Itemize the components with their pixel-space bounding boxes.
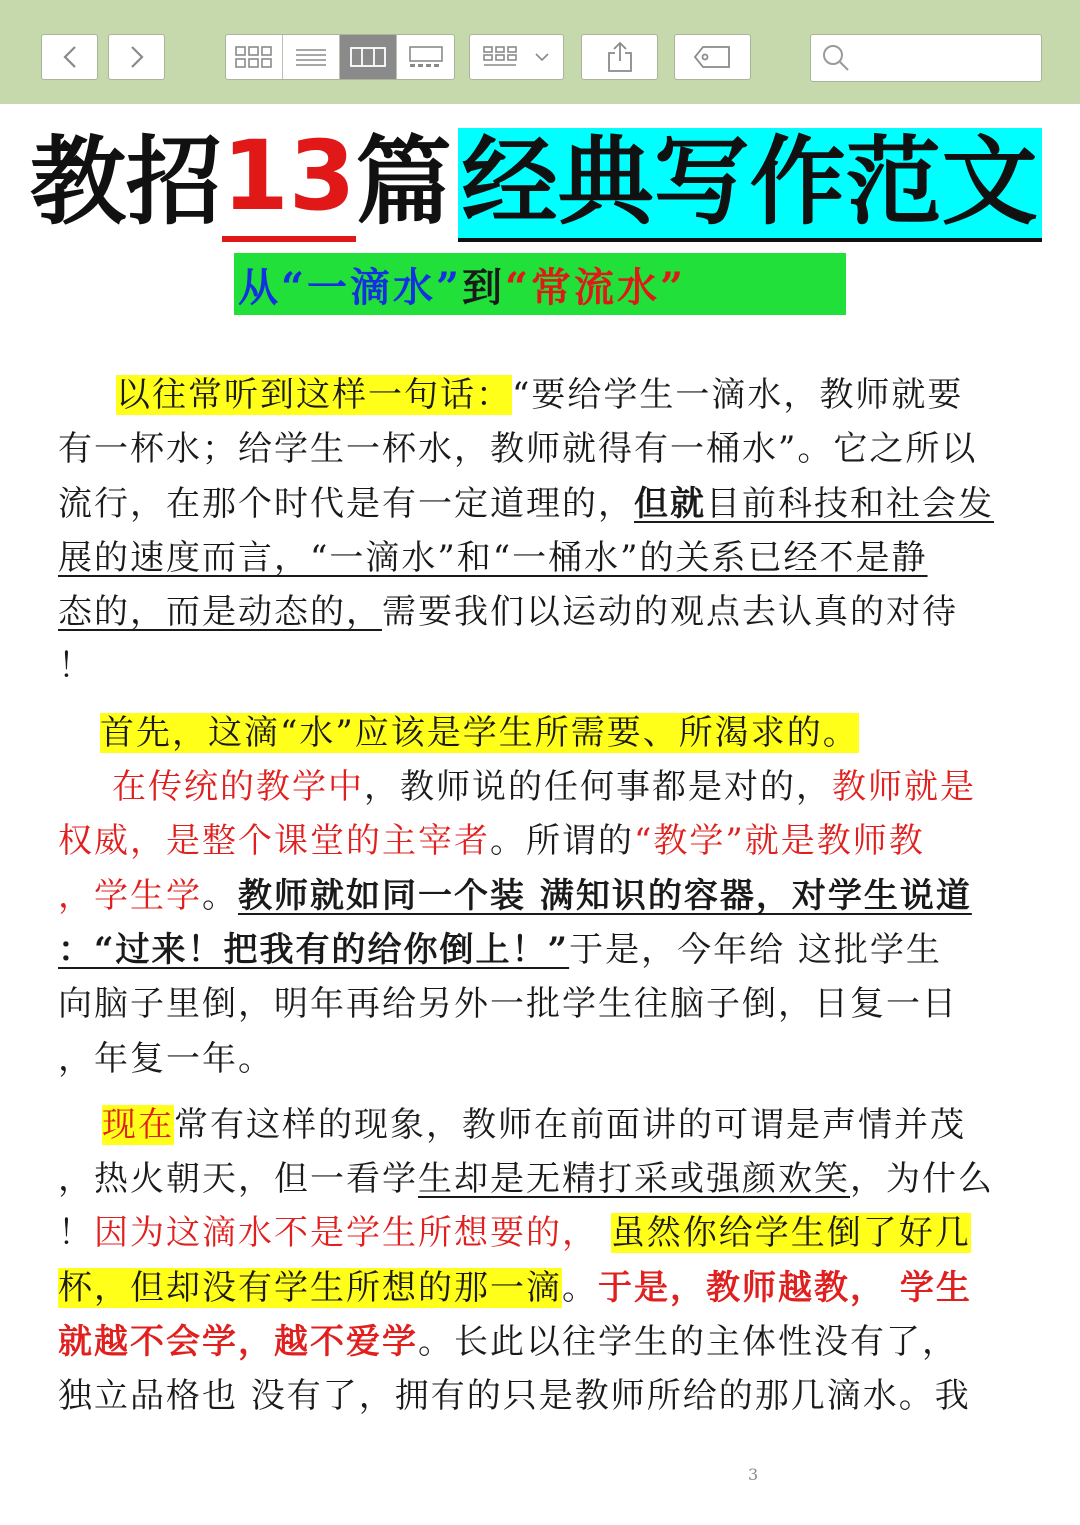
- text-line: [58, 368, 1030, 422]
- red-text: 权威，是整个课堂的主宰者: [58, 821, 490, 862]
- subtitle-part3: “常流水”: [505, 263, 687, 311]
- gallery-view-button[interactable]: [397, 35, 454, 79]
- underlined-text: 目前科技和社会发: [706, 483, 994, 524]
- text-span: 。: [202, 875, 238, 916]
- highlighted-red-text: 现在: [102, 1104, 174, 1145]
- chevron-right-icon: [127, 44, 147, 70]
- column-view-button[interactable]: [340, 35, 397, 79]
- text-span: [598, 1213, 611, 1253]
- grid-view-button[interactable]: [226, 35, 283, 79]
- text-line: [58, 706, 1030, 760]
- text-line: [58, 1206, 1030, 1260]
- search-field[interactable]: [810, 34, 1042, 82]
- gallery-view-icon: [407, 45, 445, 69]
- text-line: [58, 477, 1030, 531]
- tag-icon: [693, 44, 733, 70]
- forward-button[interactable]: [108, 34, 165, 80]
- viewer-toolbar: [0, 0, 1080, 104]
- red-text: ，学生学: [58, 875, 202, 916]
- view-mode-switcher: [225, 34, 455, 80]
- highlighted-text: 虽然你给学生倒了好几: [610, 1213, 971, 1254]
- bold-underlined-text: 教师就如同一个装 满知识的容器，对学生说道: [238, 875, 972, 916]
- list-view-button[interactable]: [283, 35, 340, 79]
- text-span: ！: [58, 1213, 94, 1254]
- search-icon: [821, 43, 851, 73]
- red-text: “教学”就是教师教: [634, 821, 925, 862]
- share-icon: [605, 41, 635, 73]
- text-span: ，为什么: [850, 1159, 994, 1200]
- text-line: [58, 585, 1030, 639]
- text-span: 于是，今年给 这批学生: [569, 929, 942, 970]
- back-button[interactable]: [41, 34, 98, 80]
- text-span: 流行，在那个时代是有一定道理的，: [58, 483, 634, 524]
- text-line: 独立品格也 没有了，拥有的只是教师所给的那几滴水。我: [58, 1376, 971, 1417]
- subtitle-part2: 到: [462, 263, 506, 311]
- subtitle-part1: 从“一滴水”: [238, 263, 463, 311]
- title-part1: 教招: [30, 126, 222, 238]
- document-subtitle: [234, 253, 846, 315]
- text-span: 。: [562, 1267, 598, 1308]
- chevron-left-icon: [60, 44, 80, 70]
- text-line: [58, 1152, 1030, 1206]
- text-span: ，教师说的任何事都是对的，: [364, 767, 832, 808]
- underlined-text: 生却是无精打采或强颜欢笑: [418, 1159, 850, 1200]
- text-line: ，年复一年。: [58, 1038, 274, 1079]
- grid-view-icon: [234, 45, 274, 69]
- bold-red-text: 就越不会学，越不爱学: [58, 1322, 418, 1363]
- text-line: [58, 814, 1030, 868]
- group-by-dropdown[interactable]: [469, 34, 564, 80]
- text-line: 向脑子里倒，明年再给另外一批学生往脑子倒，日复一日: [58, 984, 958, 1025]
- text-line: [58, 1098, 1030, 1152]
- bold-underlined-text: ：“过来！把我有的给你倒上！”: [58, 929, 570, 970]
- red-text: 在传统的教学中: [112, 767, 364, 808]
- text-span: 需要我们以运动的观点去认真的对待: [382, 592, 958, 633]
- document-title: [30, 112, 1042, 242]
- text-line: 展的速度而言，“一滴水”和“一桶水”的关系已经不是静: [58, 537, 928, 578]
- text-span: “要给学生一滴水，教师就要: [512, 375, 964, 415]
- paragraph-2: [58, 706, 1030, 760]
- paragraph-1: [58, 368, 1030, 694]
- text-line: [58, 760, 1030, 814]
- text-line: [58, 1315, 1030, 1369]
- text-line: 有一杯水；给学生一杯水，教师就得有一桶水”。它之所以: [58, 429, 978, 470]
- text-line: ！: [58, 646, 94, 687]
- group-grid-icon: [482, 45, 552, 69]
- text-span: ，热火朝天，但一看学: [58, 1159, 418, 1200]
- list-view-icon: [294, 45, 328, 69]
- paragraph-3: [58, 760, 1030, 1086]
- column-view-icon: [349, 46, 387, 68]
- text-line: [58, 923, 1030, 977]
- share-button[interactable]: [581, 34, 658, 80]
- text-line: [58, 1261, 1030, 1315]
- paragraph-4: [58, 1098, 1030, 1424]
- page-number: 3: [748, 1465, 759, 1484]
- bold-red-text: 于是，教师越教， 学生: [598, 1267, 972, 1308]
- highlighted-text: 首先，这滴“水”应该是学生所需要、所渴求的。: [100, 712, 859, 753]
- text-span: 。长此以往学生的主体性没有了，: [418, 1322, 958, 1363]
- title-number: 13: [222, 128, 356, 242]
- tag-button[interactable]: [674, 34, 751, 80]
- text-span: 。所谓的: [490, 821, 634, 862]
- red-text: 教师就是: [832, 767, 976, 808]
- article-body: [58, 368, 1030, 1424]
- title-part2: 篇: [355, 126, 452, 238]
- highlighted-text: 以往常听到这样一句话：: [116, 375, 512, 415]
- highlighted-text: 杯，但却没有学生所想的那一滴: [58, 1267, 562, 1308]
- bold-text: 但就: [634, 483, 706, 524]
- text-line: [58, 869, 1030, 923]
- red-text: 因为这滴水不是学生所想要的，: [94, 1213, 598, 1254]
- title-highlight: 经典写作范文: [458, 128, 1042, 242]
- text-span: 常有这样的现象，教师在前面讲的可谓是声情并茂: [174, 1104, 966, 1145]
- underlined-text: 态的，而是动态的，: [58, 592, 382, 633]
